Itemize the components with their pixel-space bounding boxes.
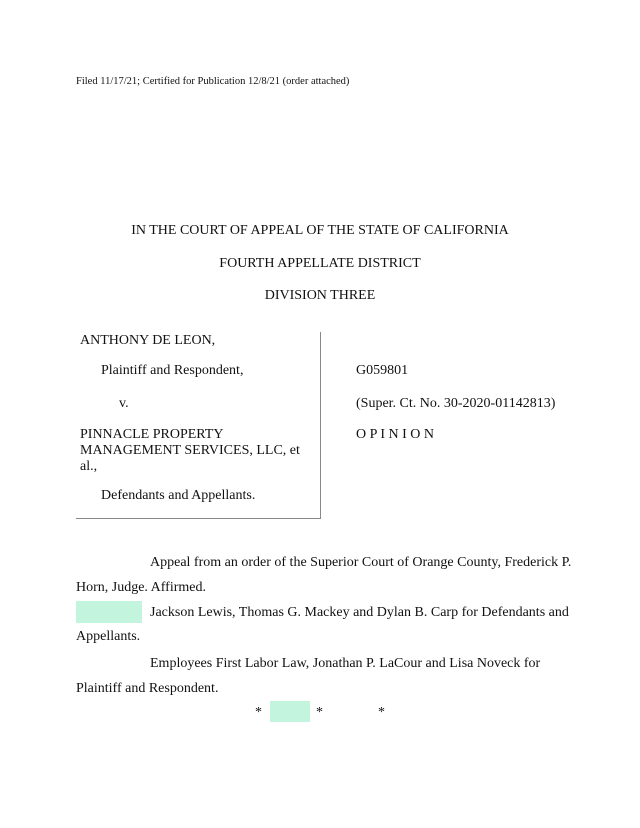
separator-star-3: * (378, 705, 385, 720)
court-division: DIVISION THREE (264, 288, 376, 303)
filed-note: Filed 11/17/21; Certified for Publication 12/8/21 (order attached) (76, 76, 350, 87)
defendant-role: Defendants and Appellants. (101, 488, 256, 503)
defendant-counsel-line1: Jackson Lewis, Thomas G. Mackey and Dylan B. Carp for Defendants and (150, 605, 569, 620)
defendant-counsel-line2: Appellants. (76, 629, 141, 644)
court-name: IN THE COURT OF APPEAL OF THE STATE OF CALIFORNIA (131, 223, 509, 238)
plaintiff-counsel-line1: Employees First Labor Law, Jonathan P. LaCour and Lisa Noveck for (150, 656, 541, 671)
separator-highlight (270, 701, 310, 722)
separator-star-2: * (316, 705, 323, 720)
separator-star-1: * (255, 705, 262, 720)
superior-court-number: (Super. Ct. No. 30-2020-01142813) (356, 396, 556, 411)
redaction-highlight (76, 601, 142, 623)
plaintiff-name: ANTHONY DE LEON, (80, 333, 216, 348)
versus: v. (119, 396, 129, 411)
defendant-name: PINNACLE PROPERTY MANAGEMENT SERVICES, LLC, et al., (80, 427, 300, 474)
appeal-text-line1: Appeal from an order of the Superior Court of Orange County, Frederick P. (150, 555, 572, 570)
appeal-text-line2: Horn, Judge. Affirmed. (76, 580, 206, 595)
case-number: G059801 (356, 363, 409, 378)
document-type: O P I N I O N (356, 427, 435, 442)
case-caption-box (76, 332, 321, 519)
court-district: FOURTH APPELLATE DISTRICT (219, 256, 421, 271)
plaintiff-role: Plaintiff and Respondent, (101, 363, 244, 378)
plaintiff-counsel-line2: Plaintiff and Respondent. (76, 681, 219, 696)
